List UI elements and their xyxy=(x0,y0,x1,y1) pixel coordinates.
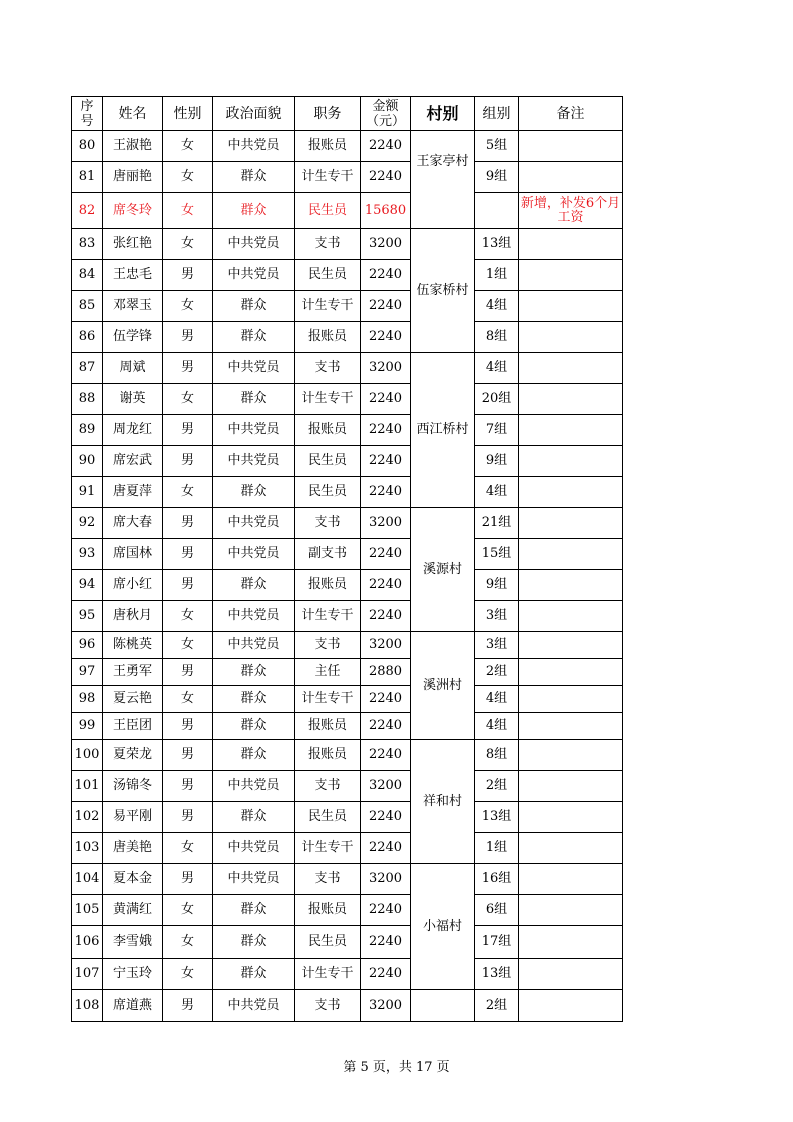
row-seq: 88 xyxy=(72,384,103,415)
row-remark xyxy=(519,864,623,895)
row-amount: 2240 xyxy=(361,833,411,864)
row-gender: 男 xyxy=(163,508,213,539)
table-row xyxy=(72,570,623,601)
row-group: 2组 xyxy=(475,659,519,686)
row-political: 群众 xyxy=(213,802,295,833)
row-political: 中共党员 xyxy=(213,864,295,895)
row-gender: 女 xyxy=(163,131,213,162)
row-gender: 男 xyxy=(163,740,213,771)
row-amount: 3200 xyxy=(361,229,411,260)
table-row xyxy=(72,446,623,477)
row-position: 支书 xyxy=(295,771,361,802)
row-gender: 女 xyxy=(163,601,213,632)
row-remark xyxy=(519,990,623,1022)
row-name: 席宏武 xyxy=(103,446,163,477)
row-name: 陈桃英 xyxy=(103,632,163,659)
row-group: 13组 xyxy=(475,959,519,990)
row-gender: 女 xyxy=(163,632,213,659)
row-political: 群众 xyxy=(213,570,295,601)
row-political: 中共党员 xyxy=(213,446,295,477)
row-name: 李雪娥 xyxy=(103,926,163,959)
table-row xyxy=(72,833,623,864)
table-row xyxy=(72,539,623,570)
row-seq: 100 xyxy=(72,740,103,771)
row-group: 4组 xyxy=(475,353,519,384)
row-seq: 96 xyxy=(72,632,103,659)
row-political: 群众 xyxy=(213,193,295,229)
row-name: 谢英 xyxy=(103,384,163,415)
row-gender: 男 xyxy=(163,446,213,477)
row-position: 计生专干 xyxy=(295,833,361,864)
row-group: 17组 xyxy=(475,926,519,959)
row-remark xyxy=(519,659,623,686)
row-gender: 男 xyxy=(163,864,213,895)
row-group: 4组 xyxy=(475,291,519,322)
row-amount: 2240 xyxy=(361,291,411,322)
row-amount: 2240 xyxy=(361,415,411,446)
row-remark: 新增，补发6个月工资 xyxy=(519,193,623,229)
row-amount: 3200 xyxy=(361,508,411,539)
row-name: 唐秋月 xyxy=(103,601,163,632)
header-amount: 金额 （元） xyxy=(361,97,411,131)
row-group: 1组 xyxy=(475,260,519,291)
table-row xyxy=(72,162,623,193)
row-remark xyxy=(519,802,623,833)
header-remark: 备注 xyxy=(519,97,623,131)
row-group: 16组 xyxy=(475,864,519,895)
row-group: 2组 xyxy=(475,771,519,802)
row-gender: 男 xyxy=(163,353,213,384)
table-row xyxy=(72,508,623,539)
row-name: 席道燕 xyxy=(103,990,163,1022)
row-amount: 2240 xyxy=(361,322,411,353)
row-remark xyxy=(519,477,623,508)
row-gender: 男 xyxy=(163,802,213,833)
row-amount: 2240 xyxy=(361,895,411,926)
row-political: 群众 xyxy=(213,926,295,959)
row-remark xyxy=(519,291,623,322)
row-gender: 男 xyxy=(163,260,213,291)
row-gender: 男 xyxy=(163,415,213,446)
row-seq: 81 xyxy=(72,162,103,193)
row-gender: 男 xyxy=(163,713,213,740)
village-cell: 祥和村 xyxy=(411,740,475,864)
row-amount: 2240 xyxy=(361,601,411,632)
row-position: 支书 xyxy=(295,632,361,659)
row-remark xyxy=(519,415,623,446)
row-political: 群众 xyxy=(213,322,295,353)
row-remark xyxy=(519,539,623,570)
row-name: 夏云艳 xyxy=(103,686,163,713)
table-row xyxy=(72,926,623,959)
row-position: 民生员 xyxy=(295,477,361,508)
row-position: 民生员 xyxy=(295,926,361,959)
row-position: 主任 xyxy=(295,659,361,686)
row-remark xyxy=(519,601,623,632)
row-position: 计生专干 xyxy=(295,601,361,632)
row-name: 席大春 xyxy=(103,508,163,539)
row-remark xyxy=(519,833,623,864)
row-group: 3组 xyxy=(475,601,519,632)
row-amount: 2240 xyxy=(361,740,411,771)
row-political: 中共党员 xyxy=(213,508,295,539)
row-group: 20组 xyxy=(475,384,519,415)
row-name: 唐美艳 xyxy=(103,833,163,864)
row-group: 1组 xyxy=(475,833,519,864)
row-amount: 2240 xyxy=(361,539,411,570)
table-row xyxy=(72,802,623,833)
row-political: 群众 xyxy=(213,384,295,415)
header-name: 姓名 xyxy=(103,97,163,131)
row-amount: 3200 xyxy=(361,771,411,802)
row-remark xyxy=(519,353,623,384)
row-political: 群众 xyxy=(213,291,295,322)
table-row xyxy=(72,713,623,740)
row-political: 中共党员 xyxy=(213,771,295,802)
village-cell xyxy=(411,990,475,1022)
row-group: 21组 xyxy=(475,508,519,539)
roster-table xyxy=(71,96,623,1022)
table-row xyxy=(72,632,623,659)
row-name: 王忠毛 xyxy=(103,260,163,291)
row-name: 王臣团 xyxy=(103,713,163,740)
row-political: 中共党员 xyxy=(213,415,295,446)
row-remark xyxy=(519,322,623,353)
row-gender: 女 xyxy=(163,291,213,322)
row-name: 夏荣龙 xyxy=(103,740,163,771)
row-position: 支书 xyxy=(295,229,361,260)
row-group xyxy=(475,193,519,229)
row-political: 中共党员 xyxy=(213,601,295,632)
row-remark xyxy=(519,895,623,926)
row-political: 群众 xyxy=(213,740,295,771)
row-political: 群众 xyxy=(213,959,295,990)
row-name: 夏本金 xyxy=(103,864,163,895)
row-position: 报账员 xyxy=(295,895,361,926)
row-seq: 97 xyxy=(72,659,103,686)
row-political: 群众 xyxy=(213,162,295,193)
row-political: 群众 xyxy=(213,659,295,686)
header-seq: 序 号 xyxy=(72,97,103,131)
row-group: 4组 xyxy=(475,713,519,740)
row-position: 报账员 xyxy=(295,322,361,353)
row-name: 张红艳 xyxy=(103,229,163,260)
row-seq: 101 xyxy=(72,771,103,802)
row-position: 民生员 xyxy=(295,193,361,229)
row-name: 席国林 xyxy=(103,539,163,570)
row-amount: 2240 xyxy=(361,959,411,990)
row-remark xyxy=(519,384,623,415)
header-row xyxy=(72,97,623,131)
row-name: 伍学锋 xyxy=(103,322,163,353)
row-remark xyxy=(519,508,623,539)
row-gender: 男 xyxy=(163,570,213,601)
row-group: 8组 xyxy=(475,740,519,771)
row-remark xyxy=(519,632,623,659)
village-cell: 溪洲村 xyxy=(411,632,475,740)
row-amount: 2240 xyxy=(361,477,411,508)
row-name: 邓翠玉 xyxy=(103,291,163,322)
row-seq: 93 xyxy=(72,539,103,570)
row-seq: 89 xyxy=(72,415,103,446)
row-group: 8组 xyxy=(475,322,519,353)
row-remark xyxy=(519,959,623,990)
row-group: 15组 xyxy=(475,539,519,570)
table-row xyxy=(72,771,623,802)
table-row xyxy=(72,686,623,713)
row-seq: 95 xyxy=(72,601,103,632)
row-remark xyxy=(519,686,623,713)
row-political: 中共党员 xyxy=(213,260,295,291)
row-position: 副支书 xyxy=(295,539,361,570)
row-gender: 男 xyxy=(163,539,213,570)
row-amount: 15680 xyxy=(361,193,411,229)
table-row xyxy=(72,193,623,229)
village-cell: 西江桥村 xyxy=(411,353,475,508)
table-row xyxy=(72,659,623,686)
row-amount: 2240 xyxy=(361,926,411,959)
row-seq: 104 xyxy=(72,864,103,895)
village-cell: 小福村 xyxy=(411,864,475,990)
row-amount: 2240 xyxy=(361,260,411,291)
row-name: 周龙红 xyxy=(103,415,163,446)
row-position: 报账员 xyxy=(295,570,361,601)
row-political: 群众 xyxy=(213,713,295,740)
row-seq: 90 xyxy=(72,446,103,477)
row-remark xyxy=(519,713,623,740)
row-amount: 2240 xyxy=(361,384,411,415)
table-body xyxy=(72,131,623,1022)
row-gender: 女 xyxy=(163,895,213,926)
row-seq: 82 xyxy=(72,193,103,229)
row-gender: 女 xyxy=(163,833,213,864)
row-gender: 女 xyxy=(163,162,213,193)
row-gender: 男 xyxy=(163,322,213,353)
row-remark xyxy=(519,131,623,162)
row-seq: 102 xyxy=(72,802,103,833)
row-amount: 2240 xyxy=(361,686,411,713)
row-amount: 3200 xyxy=(361,632,411,659)
row-seq: 98 xyxy=(72,686,103,713)
row-seq: 108 xyxy=(72,990,103,1022)
row-gender: 女 xyxy=(163,959,213,990)
row-group: 6组 xyxy=(475,895,519,926)
row-group: 3组 xyxy=(475,632,519,659)
row-amount: 3200 xyxy=(361,864,411,895)
table-row xyxy=(72,477,623,508)
row-name: 周斌 xyxy=(103,353,163,384)
row-position: 支书 xyxy=(295,508,361,539)
row-name: 宁玉玲 xyxy=(103,959,163,990)
header-village: 村别 xyxy=(411,97,475,131)
row-position: 报账员 xyxy=(295,415,361,446)
row-position: 计生专干 xyxy=(295,162,361,193)
row-remark xyxy=(519,260,623,291)
table-row xyxy=(72,601,623,632)
table-row xyxy=(72,384,623,415)
row-amount: 2240 xyxy=(361,446,411,477)
row-group: 13组 xyxy=(475,229,519,260)
village-cell: 溪源村 xyxy=(411,508,475,632)
row-seq: 107 xyxy=(72,959,103,990)
row-group: 9组 xyxy=(475,570,519,601)
page-footer: 第 5 页，共 17 页 xyxy=(343,1060,450,1075)
row-seq: 106 xyxy=(72,926,103,959)
header-political: 政治面貌 xyxy=(213,97,295,131)
row-group: 7组 xyxy=(475,415,519,446)
row-position: 民生员 xyxy=(295,260,361,291)
row-seq: 92 xyxy=(72,508,103,539)
row-name: 黄满红 xyxy=(103,895,163,926)
table-row xyxy=(72,260,623,291)
row-position: 报账员 xyxy=(295,740,361,771)
row-amount: 2240 xyxy=(361,802,411,833)
row-remark xyxy=(519,446,623,477)
header-position: 职务 xyxy=(295,97,361,131)
row-group: 9组 xyxy=(475,446,519,477)
row-political: 群众 xyxy=(213,895,295,926)
row-position: 报账员 xyxy=(295,131,361,162)
table-row xyxy=(72,322,623,353)
row-seq: 84 xyxy=(72,260,103,291)
row-remark xyxy=(519,771,623,802)
row-political: 中共党员 xyxy=(213,833,295,864)
row-position: 民生员 xyxy=(295,446,361,477)
row-political: 中共党员 xyxy=(213,229,295,260)
village-cell: 伍家桥村 xyxy=(411,229,475,353)
row-group: 4组 xyxy=(475,686,519,713)
row-amount: 2880 xyxy=(361,659,411,686)
table-row xyxy=(72,415,623,446)
table-row xyxy=(72,895,623,926)
row-seq: 94 xyxy=(72,570,103,601)
row-name: 易平刚 xyxy=(103,802,163,833)
row-remark xyxy=(519,162,623,193)
row-seq: 86 xyxy=(72,322,103,353)
row-seq: 85 xyxy=(72,291,103,322)
row-name: 席冬玲 xyxy=(103,193,163,229)
row-gender: 男 xyxy=(163,990,213,1022)
table-row xyxy=(72,990,623,1022)
row-gender: 女 xyxy=(163,926,213,959)
row-seq: 103 xyxy=(72,833,103,864)
row-name: 唐夏萍 xyxy=(103,477,163,508)
row-amount: 2240 xyxy=(361,131,411,162)
row-political: 群众 xyxy=(213,686,295,713)
row-position: 支书 xyxy=(295,353,361,384)
row-amount: 3200 xyxy=(361,990,411,1022)
row-name: 唐丽艳 xyxy=(103,162,163,193)
header-group: 组别 xyxy=(475,97,519,131)
row-name: 汤锦冬 xyxy=(103,771,163,802)
row-group: 9组 xyxy=(475,162,519,193)
row-gender: 男 xyxy=(163,771,213,802)
row-political: 群众 xyxy=(213,477,295,508)
row-position: 计生专干 xyxy=(295,384,361,415)
row-seq: 83 xyxy=(72,229,103,260)
row-political: 中共党员 xyxy=(213,539,295,570)
row-amount: 3200 xyxy=(361,353,411,384)
table-row xyxy=(72,959,623,990)
row-seq: 105 xyxy=(72,895,103,926)
row-group: 4组 xyxy=(475,477,519,508)
row-gender: 女 xyxy=(163,384,213,415)
row-position: 计生专干 xyxy=(295,959,361,990)
row-remark xyxy=(519,740,623,771)
row-amount: 2240 xyxy=(361,713,411,740)
row-political: 中共党员 xyxy=(213,632,295,659)
row-seq: 87 xyxy=(72,353,103,384)
row-seq: 80 xyxy=(72,131,103,162)
row-position: 民生员 xyxy=(295,802,361,833)
row-position: 支书 xyxy=(295,990,361,1022)
row-name: 席小红 xyxy=(103,570,163,601)
row-political: 中共党员 xyxy=(213,990,295,1022)
row-amount: 2240 xyxy=(361,162,411,193)
row-position: 计生专干 xyxy=(295,291,361,322)
row-name: 王勇军 xyxy=(103,659,163,686)
village-cell: 王家亭村 xyxy=(411,131,475,229)
header-gender: 性别 xyxy=(163,97,213,131)
table-row xyxy=(72,291,623,322)
table-row xyxy=(72,229,623,260)
table-row xyxy=(72,353,623,384)
row-gender: 女 xyxy=(163,193,213,229)
row-gender: 女 xyxy=(163,477,213,508)
table-row xyxy=(72,131,623,162)
row-seq: 91 xyxy=(72,477,103,508)
row-position: 报账员 xyxy=(295,713,361,740)
row-seq: 99 xyxy=(72,713,103,740)
row-amount: 2240 xyxy=(361,570,411,601)
row-political: 中共党员 xyxy=(213,131,295,162)
table-row xyxy=(72,864,623,895)
row-political: 中共党员 xyxy=(213,353,295,384)
row-position: 计生专干 xyxy=(295,686,361,713)
row-remark xyxy=(519,926,623,959)
row-group: 5组 xyxy=(475,131,519,162)
row-name: 王淑艳 xyxy=(103,131,163,162)
row-position: 支书 xyxy=(295,864,361,895)
row-group: 13组 xyxy=(475,802,519,833)
row-gender: 男 xyxy=(163,659,213,686)
row-gender: 女 xyxy=(163,229,213,260)
row-gender: 女 xyxy=(163,686,213,713)
row-remark xyxy=(519,570,623,601)
row-group: 2组 xyxy=(475,990,519,1022)
row-remark xyxy=(519,229,623,260)
table-row xyxy=(72,740,623,771)
